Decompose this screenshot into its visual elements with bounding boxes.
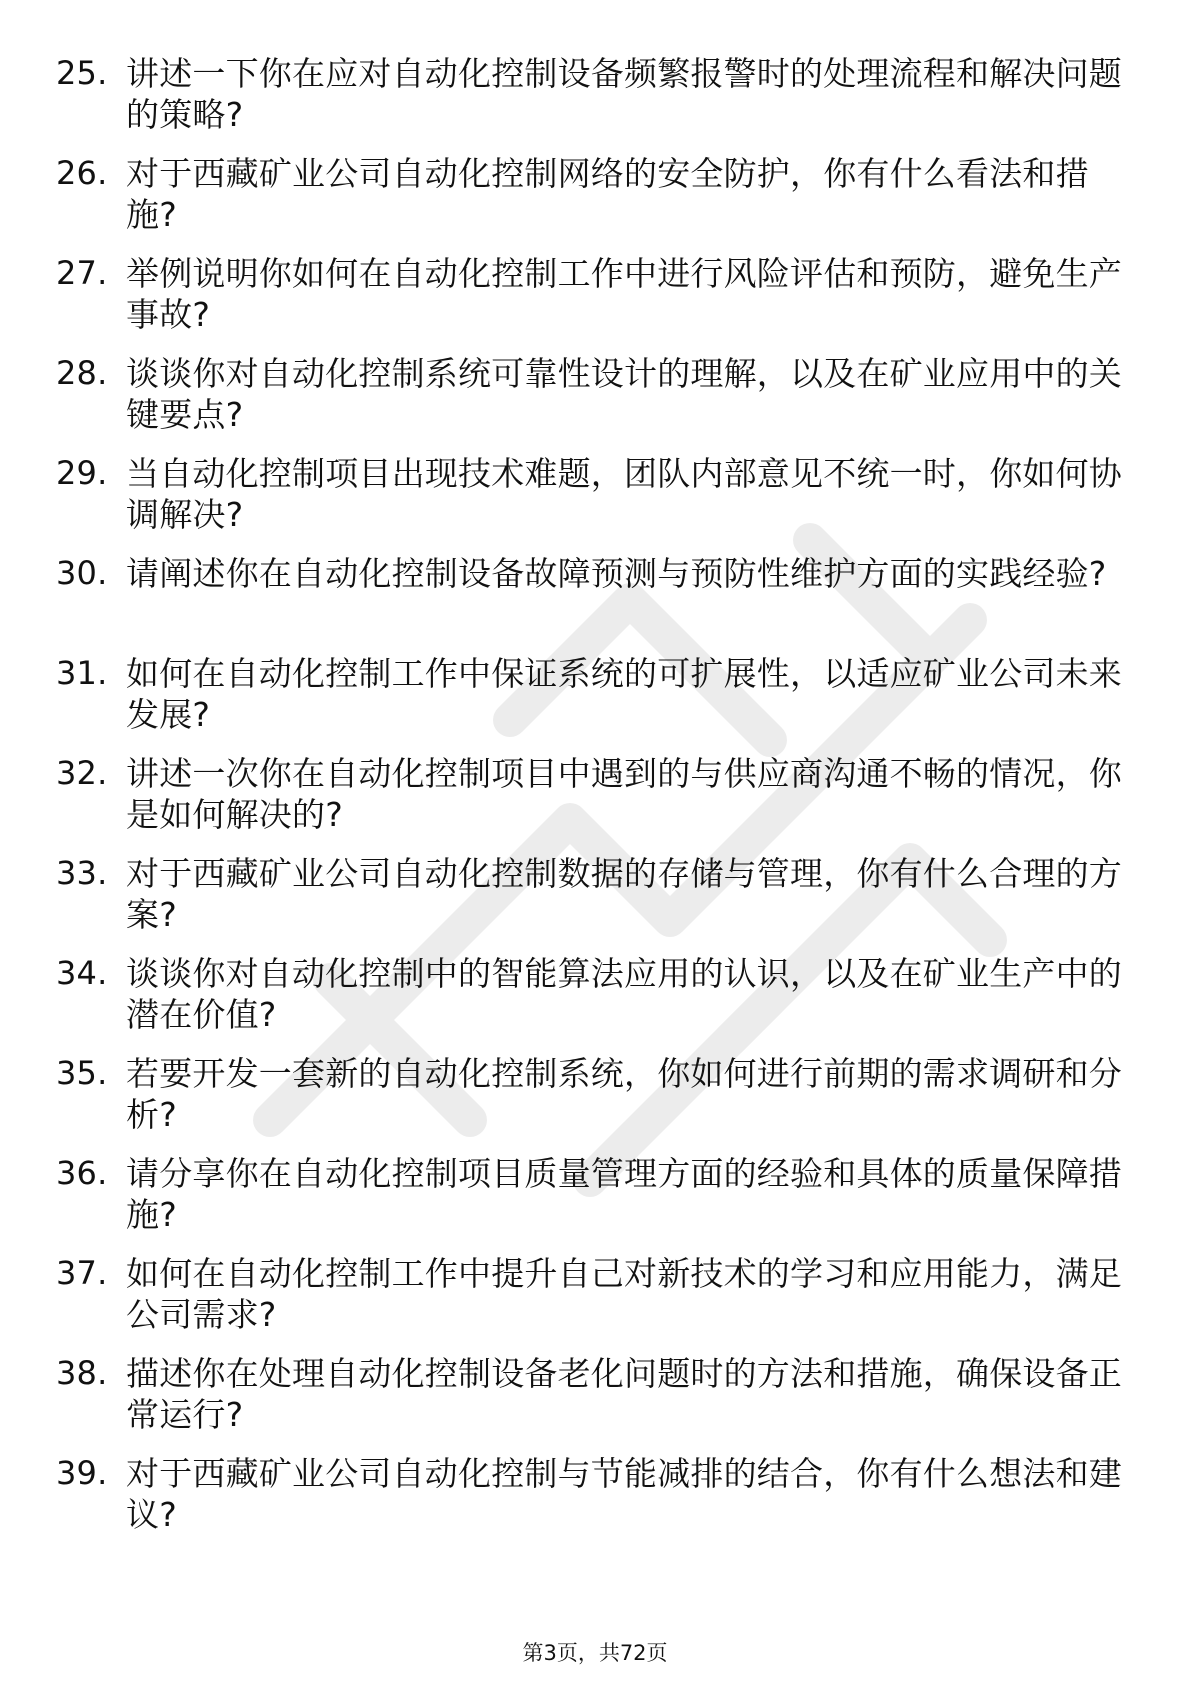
question-text: 对于西藏矿业公司自动化控制网络的安全防护，你有什么看法和措施?	[126, 154, 1089, 234]
question-number: 25.	[56, 54, 108, 92]
question-number: 30.	[56, 554, 108, 592]
question-item-34	[56, 953, 1136, 1053]
question-list	[56, 53, 1136, 1553]
question-item-36	[56, 1153, 1136, 1253]
question-text: 讲述一次你在自动化控制项目中遇到的与供应商沟通不畅的情况，你是如何解决的?	[126, 754, 1122, 834]
question-item-31	[56, 653, 1136, 753]
question-number: 38.	[56, 1354, 108, 1392]
question-number: 32.	[56, 754, 108, 792]
question-text: 谈谈你对自动化控制中的智能算法应用的认识，以及在矿业生产中的潜在价值?	[126, 954, 1122, 1034]
question-number: 35.	[56, 1054, 108, 1092]
question-item-26	[56, 153, 1136, 253]
question-number: 26.	[56, 154, 108, 192]
question-item-25	[56, 53, 1136, 153]
question-text: 如何在自动化控制工作中提升自己对新技术的学习和应用能力，满足公司需求?	[126, 1254, 1122, 1334]
question-item-33	[56, 853, 1136, 953]
question-item-39	[56, 1453, 1136, 1553]
question-item-30	[56, 553, 1136, 653]
question-text: 对于西藏矿业公司自动化控制与节能减排的结合，你有什么想法和建议?	[126, 1454, 1122, 1534]
question-number: 39.	[56, 1454, 108, 1492]
question-item-37	[56, 1253, 1136, 1353]
question-item-29	[56, 453, 1136, 553]
question-item-27	[56, 253, 1136, 353]
question-item-28	[56, 353, 1136, 453]
question-item-38	[56, 1353, 1136, 1453]
question-text: 请分享你在自动化控制项目质量管理方面的经验和具体的质量保障措施?	[126, 1154, 1122, 1234]
question-number: 34.	[56, 954, 108, 992]
question-number: 27.	[56, 254, 108, 292]
page-footer: 第3页，共72页	[522, 1641, 668, 1665]
question-text: 当自动化控制项目出现技术难题，团队内部意见不统一时，你如何协调解决?	[126, 454, 1122, 534]
question-text: 若要开发一套新的自动化控制系统，你如何进行前期的需求调研和分析?	[126, 1054, 1122, 1134]
question-item-35	[56, 1053, 1136, 1153]
question-text: 如何在自动化控制工作中保证系统的可扩展性，以适应矿业公司未来发展?	[126, 654, 1122, 734]
question-number: 29.	[56, 454, 108, 492]
question-number: 37.	[56, 1254, 108, 1292]
question-text: 讲述一下你在应对自动化控制设备频繁报警时的处理流程和解决问题的策略?	[126, 54, 1122, 134]
question-text: 对于西藏矿业公司自动化控制数据的存储与管理，你有什么合理的方案?	[126, 854, 1122, 934]
question-text: 举例说明你如何在自动化控制工作中进行风险评估和预防，避免生产事故?	[126, 254, 1122, 334]
question-number: 31.	[56, 654, 108, 692]
question-number: 28.	[56, 354, 108, 392]
question-text: 请阐述你在自动化控制设备故障预测与预防性维护方面的实践经验?	[126, 554, 1107, 593]
question-text: 谈谈你对自动化控制系统可靠性设计的理解，以及在矿业应用中的关键要点?	[126, 354, 1122, 434]
question-text: 描述你在处理自动化控制设备老化问题时的方法和措施，确保设备正常运行?	[126, 1354, 1122, 1434]
question-number: 33.	[56, 854, 108, 892]
question-number: 36.	[56, 1154, 108, 1192]
question-item-32	[56, 753, 1136, 853]
